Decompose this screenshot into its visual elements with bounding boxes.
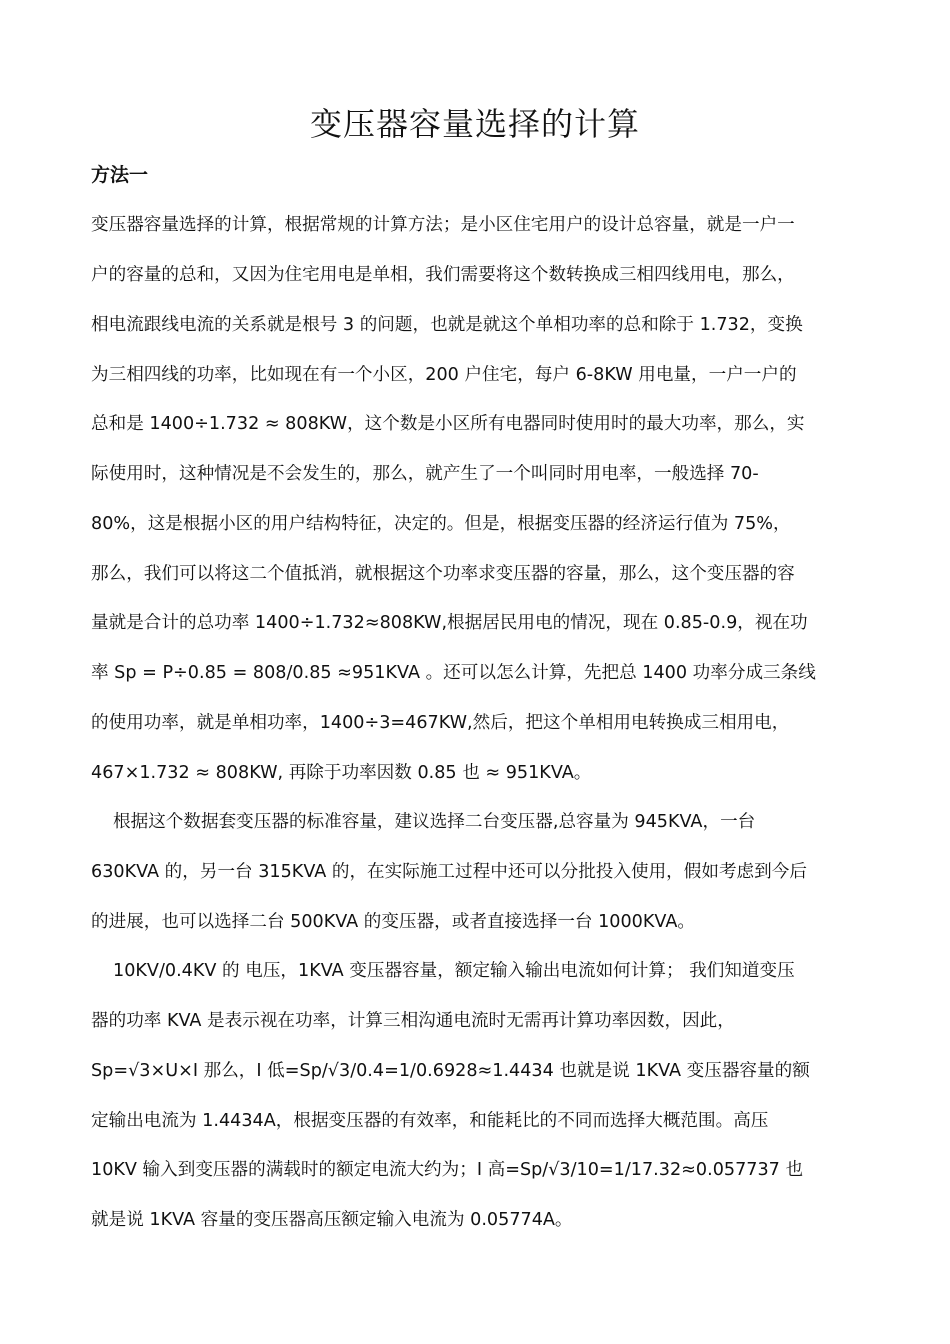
body-line: 10KV/0.4KV 的 电压，1KVA 变压器容量，额定输入输出电流如何计算； 我们知道变压: [113, 961, 795, 981]
section-heading: 方法一: [91, 164, 149, 186]
body-line: 10KV 输入到变压器的满载时的额定电流大约为；I 高=Sp/√3/10=1/17.32≈0.057737 也: [91, 1160, 804, 1180]
body-line: 那么，我们可以将这二个值抵消，就根据这个功率求变压器的容量，那么，这个变压器的容: [91, 564, 795, 584]
body-line: 户的容量的总和，又因为住宅用电是单相，我们需要将这个数转换成三相四线用电，那么，: [91, 265, 795, 285]
document-title: 变压器容量选择的计算: [309, 105, 640, 143]
body-line: 率 Sp = P÷0.85 = 808/0.85 ≈951KVA 。还可以怎么计算，先把总 1400 功率分成三条线: [91, 663, 816, 683]
body-line: 630KVA 的，另一台 315KVA 的，在实际施工过程中还可以分批投入使用，假如考虑到今后: [91, 862, 807, 882]
body-line: 相电流跟线电流的关系就是根号 3 的问题，也就是就这个单相功率的总和除于 1.732，变换: [91, 315, 803, 335]
body-line: 的进展，也可以选择二台 500KVA 的变压器，或者直接选择一台 1000KVA。: [91, 912, 695, 932]
body-line: 80%，这是根据小区的用户结构特征，决定的。但是，根据变压器的经济运行值为 75%，: [91, 514, 791, 534]
body-line: 为三相四线的功率，比如现在有一个小区，200 户住宅，每户 6-8KW 用电量，一户一户的: [91, 365, 797, 385]
body-line: 根据这个数据套变压器的标准容量，建议选择二台变压器,总容量为 945KVA，一台: [113, 812, 756, 832]
body-line: Sp=√3×U×I 那么，I 低=Sp/√3/0.4=1/0.6928≈1.4434 也就是说 1KVA 变压器容量的额: [91, 1061, 810, 1081]
body-line: 器的功率 KVA 是表示视在功率，计算三相沟通电流时无需再计算功率因数，因此，: [91, 1011, 735, 1031]
body-line: 就是说 1KVA 容量的变压器高压额定输入电流为 0.05774A。: [91, 1210, 573, 1230]
body-line: 467×1.732 ≈ 808KW, 再除于功率因数 0.85 也 ≈ 951KVA。: [91, 763, 592, 783]
body-line: 量就是合计的总功率 1400÷1.732≈808KW,根据居民用电的情况，现在 0.85-0.9，视在功: [91, 613, 808, 633]
body-line: 际使用时，这种情况是不会发生的，那么，就产生了一个叫同时用电率，一般选择 70-: [91, 464, 759, 484]
body-line: 定输出电流为 1.4434A，根据变压器的有效率，和能耗比的不同而选择大概范围。高压: [91, 1111, 769, 1131]
body-line: 的使用功率，就是单相功率，1400÷3=467KW,然后，把这个单相用电转换成三相用电，: [91, 713, 790, 733]
body-line: 变压器容量选择的计算，根据常规的计算方法；是小区住宅用户的设计总容量，就是一户一: [91, 215, 795, 235]
body-line: 总和是 1400÷1.732 ≈ 808KW，这个数是小区所有电器同时使用时的最大功率，那么，实: [91, 414, 805, 434]
